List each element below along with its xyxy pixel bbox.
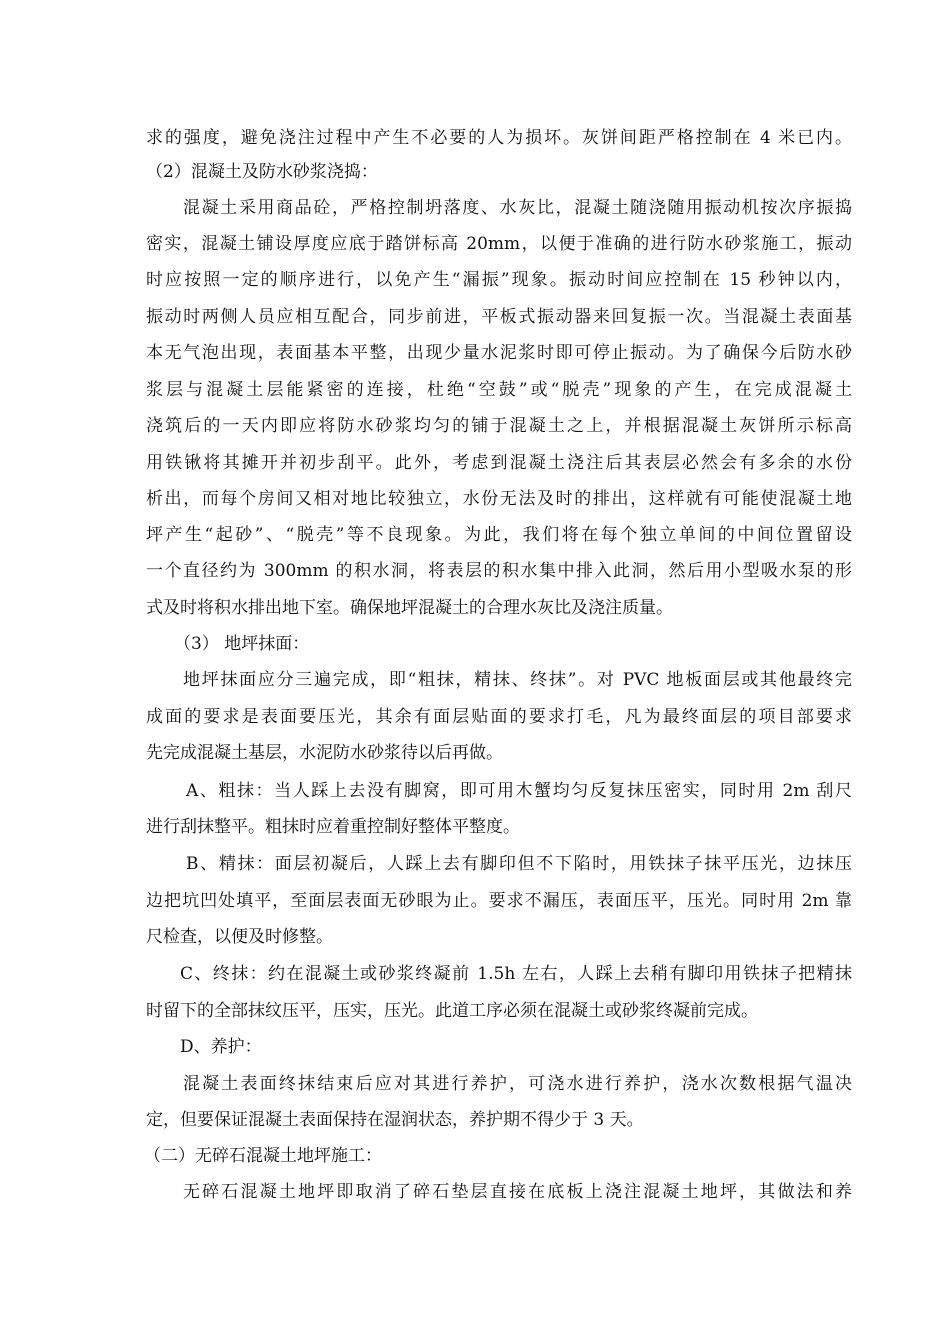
body-text-line: 本无气泡出现，表面基本平整，出现少量水泥浆时即可停止振动。为了确保今后防水砂 (146, 343, 852, 363)
body-text-line: 成面的要求是表面要压光，其余有面层贴面的要求打毛，凡为最终面层的项目部要求 (146, 707, 852, 727)
body-text-line: 用铁锹将其摊开并初步刮平。此外，考虑到混凝土浇注后其表层必然会有多余的水份 (146, 453, 852, 473)
body-text-line: 坪产生“起砂”、“脱壳”等不良现象。为此，我们将在每个独立单间的中间位置留设 (146, 525, 852, 545)
body-text-line: 浇筑后的一天内即应将防水砂浆均匀的铺于混凝土之上，并根据混凝土灰饼所示标高 (146, 416, 852, 436)
body-text-line: 密实，混凝土铺设厚度应底于踏饼标高 20mm，以便于准确的进行防水砂浆施工，振动 (146, 234, 852, 254)
body-text-line: 尺检查，以便及时修整。 (146, 927, 333, 947)
body-text-line: 时应按照一定的顺序进行，以免产生“漏振”现象。振动时间应控制在 15 秒钟以内， (146, 270, 852, 290)
section-heading: D、养护： (180, 1037, 262, 1057)
body-text-line: 式及时将积水排出地下室。确保地坪混凝土的合理水灰比及浇注质量。 (146, 598, 673, 618)
section-heading: （二）无碎石混凝土地坪施工： (144, 1146, 382, 1166)
section-heading: （2）混凝土及防水砂浆浇捣： (146, 162, 378, 182)
body-text-line: 一个直径约为 300mm 的积水洞，将表层的积水集中排入此洞，然后用小型吸水泵的形 (146, 561, 852, 581)
body-text-line: B、精抹：面层初凝后，人踩上去有脚印但不下陷时，用铁抹子抹平压光，边抹压 (186, 854, 852, 874)
body-text-line: 混凝土采用商品砼，严格控制坍落度、水灰比，混凝土随浇随用振动机按次序振捣 (183, 198, 852, 218)
body-text-line: 时留下的全部抹纹压平，压实，压光。此道工序必须在混凝土或砂浆终凝前完成。 (146, 1001, 758, 1021)
body-text-line: 求的强度，避免浇注过程中产生不必要的人为损坏。灰饼间距严格控制在 4 米已内。 (146, 128, 852, 148)
body-text-line: 地坪抹面应分三遍完成，即“粗抹，精抹、终抹”。对 PVC 地板面层或其他最终完 (183, 670, 852, 690)
body-text-line: 边把坑凹处填平，至面层表面无砂眼为止。要求不漏压，表面压平，压光。同时用 2m 靠 (146, 891, 852, 911)
body-text-line: 振动时两侧人员应相互配合，同步前进，平板式振动器来回复振一次。当混凝土表面基 (146, 307, 852, 327)
section-heading: （3） 地坪抹面： (174, 634, 310, 654)
body-text-line: C、终抹：约在混凝土或砂浆终凝前 1.5h 左右，人踩上去稍有脚印用铁抹子把精抹 (180, 964, 852, 984)
body-text-line: 析出，而每个房间又相对地比较独立，水份无法及时的排出，这样就有可能使混凝土地 (146, 489, 852, 509)
body-text-line: 先完成混凝土基层，水泥防水砂浆待以后再做。 (146, 743, 503, 763)
body-text-line: A、粗抹：当人踩上去没有脚窝，即可用木蟹均匀反复抹压密实，同时用 2m 刮尺 (186, 781, 852, 801)
body-text-line: 无碎石混凝土地坪即取消了碎石垫层直接在底板上浇注混凝土地坪，其做法和养 (183, 1182, 852, 1202)
body-text-line: 混凝土表面终抹结束后应对其进行养护，可浇水进行养护，浇水次数根据气温决 (183, 1074, 852, 1094)
body-text-line: 进行刮抹整平。粗抹时应着重控制好整体平整度。 (146, 817, 520, 837)
body-text-line: 浆层与混凝土层能紧密的连接，杜绝“空鼓”或“脱壳”现象的产生，在完成混凝土 (146, 380, 852, 400)
body-text-line: 定，但要保证混凝土表面保持在湿润状态，养护期不得少于 3 天。 (146, 1110, 644, 1130)
